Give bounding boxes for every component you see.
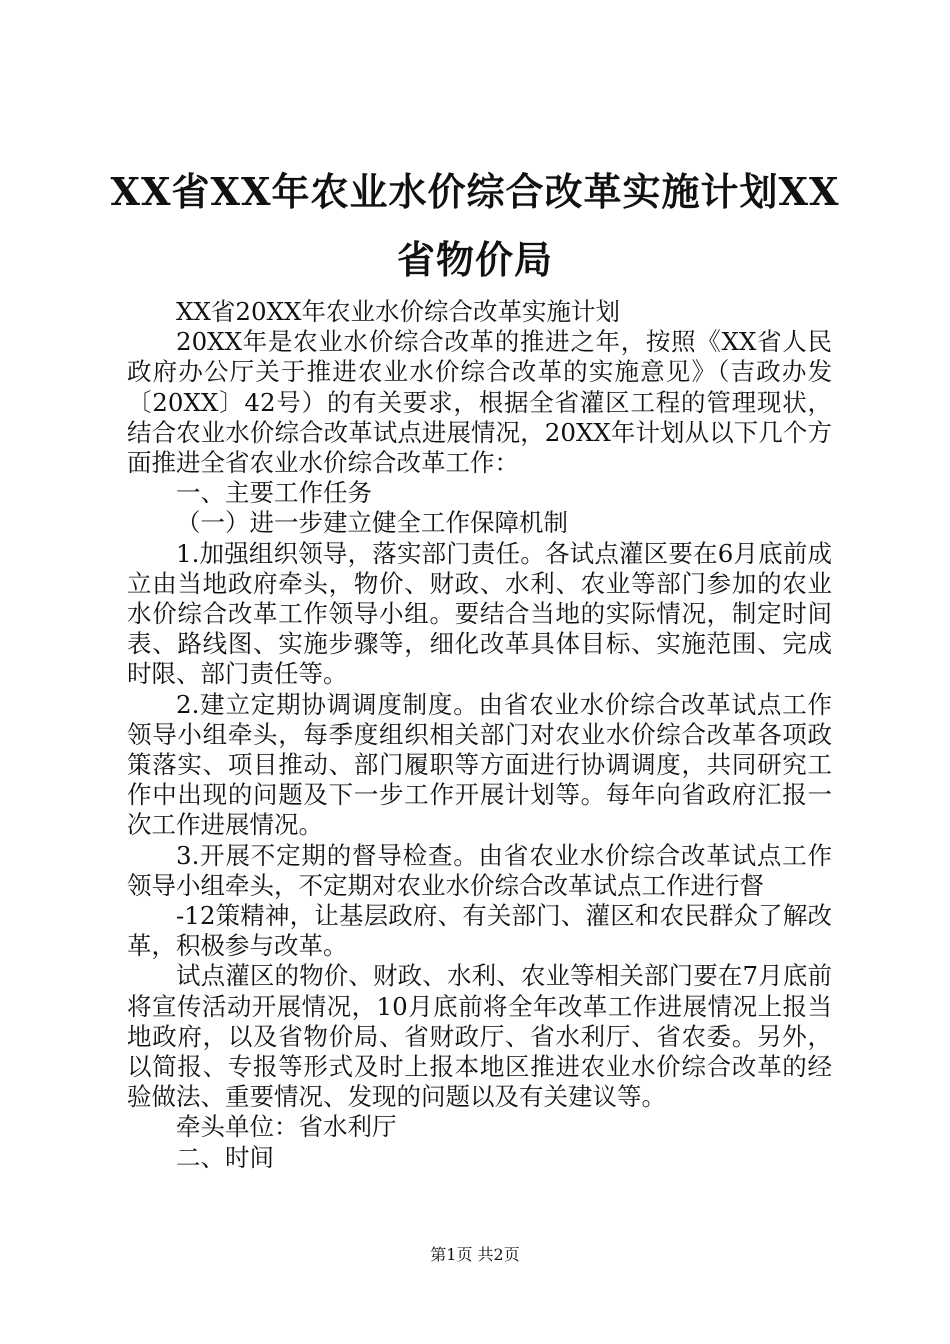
paragraph-item-2: 2.建立定期协调调度制度。由省农业水价综合改革试点工作领导小组牵头，每季度组织相关部门对农业水价综合改革各项政策落实、项目推动、部门履职等方面进行协调调度，共同研究工作中出现的问题及下一步工作开展计划等。每年向省政府汇报一次工作进展情况。 [127, 689, 832, 840]
heading-section-1: （一）进一步建立健全工作保障机制 [176, 508, 568, 538]
page-footer: 第1页 共2页 [430, 1245, 520, 1264]
heading-main-tasks: 一、主要工作任务 [176, 478, 372, 508]
paragraph-subtitle: XX省20XX年农业水价综合改革实施计划 [176, 297, 620, 326]
document-title: XX省XX年农业水价综合改革实施计划XX省物价局 [110, 169, 840, 282]
paragraph-item-3: 3.开展不定期的督导检查。由省农业水价综合改革试点工作领导小组牵头，不定期对农业水价综合改革试点工作进行督 [127, 840, 832, 900]
paragraph-reporting: 试点灌区的物价、财政、水利、农业等相关部门要在7月底前将宣传活动开展情况，10月底前将全年改革工作进展情况上报当地政府，以及省物价局、省财政厅、省水利厅、省农委。另外，以简报、专报等形式及时上报本地区推进农业水价综合改革的经验做法、重要情况、发现的问题以及有关建议等。 [127, 961, 832, 1112]
paragraph-fragment: -12策精神，让基层政府、有关部门、灌区和农民群众了解改革，积极参与改革。 [127, 901, 832, 961]
paragraph-intro: 20XX年是农业水价综合改革的推进之年，按照《XX省人民政府办公厅关于推进农业水价综合改革的实施意见》（吉政办发〔20XX〕42号）的有关要求，根据全省灌区工程的管理现状，结合农业水价综合改革试点进展情况，20XX年计划从以下几个方面推进全省农业水价综合改革工作： [127, 327, 832, 478]
heading-time: 二、时间 [176, 1142, 274, 1172]
paragraph-lead-unit: 牵头单位：省水利厅 [176, 1112, 397, 1142]
document-body [127, 297, 832, 1173]
paragraph-item-1: 1.加强组织领导，落实部门责任。各试点灌区要在6月底前成立由当地政府牵头，物价、财政、水利、农业等部门参加的农业水价综合改革工作领导小组。要结合当地的实际情况，制定时间表、路线图、实施步骤等，细化改革具体目标、实施范围、完成时限、部门责任等。 [127, 538, 832, 689]
